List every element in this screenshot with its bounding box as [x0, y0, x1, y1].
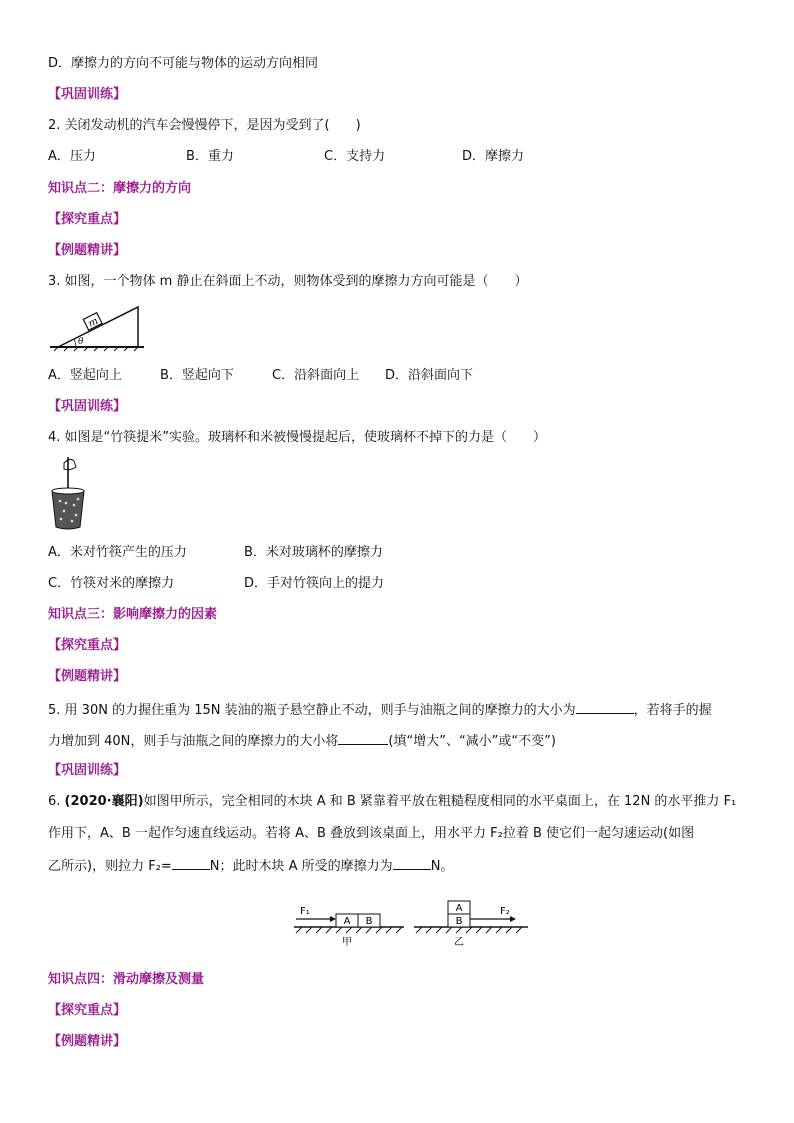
- block-b-jia-label: B: [365, 916, 373, 927]
- q2-stem: 2. 关闭发动机的汽车会慢慢停下，是因为受到了( ): [48, 118, 361, 133]
- q5-line-1-tail: ，若将手的握: [633, 703, 712, 718]
- q4-option-b: B．米对玻璃杯的摩擦力: [244, 545, 383, 560]
- q2-option-d: D．摩擦力: [462, 149, 525, 164]
- q6-answer-blank-2[interactable]: [393, 857, 431, 870]
- label-yi: 乙: [454, 937, 464, 948]
- label-f2: F₂: [500, 906, 510, 917]
- label-example-3: 【例题精讲】: [48, 1034, 127, 1049]
- q5-line-2-tail: (填“增大”、“减小”或“不变”): [388, 734, 556, 749]
- incline-block: [83, 313, 102, 331]
- q5-line-2: [48, 732, 556, 750]
- q6-line-3-mid: N；此时木块 A 所受的摩擦力为: [209, 859, 393, 874]
- incline-figure: [48, 303, 148, 353]
- q4-option-a: A．米对竹筷产生的压力: [48, 545, 187, 560]
- label-f1: F₁: [300, 906, 310, 917]
- q2-option-c: C．支持力: [324, 149, 386, 164]
- label-example-1: 【例题精讲】: [48, 243, 127, 258]
- q6-line-2: 作用下，A、B 一起作匀速直线运动。若将 A、B 叠放到该桌面上，用水平力 F₂拉着 B 使它们一起匀速运动(如图: [48, 826, 695, 841]
- q5-line-1: [48, 701, 712, 719]
- q6-line-3: [48, 857, 453, 875]
- ground-yi-hatch: [416, 927, 522, 933]
- label-consolidate-2: 【巩固训练】: [48, 399, 127, 414]
- q5-answer-blank-2[interactable]: [338, 732, 388, 745]
- q2-option-b: B．重力: [186, 149, 234, 164]
- incline-angle-arc: [74, 339, 76, 347]
- q6-answer-blank-1[interactable]: [172, 857, 210, 870]
- blocks-figure: [292, 893, 532, 949]
- label-explore-3: 【探究重点】: [48, 1003, 127, 1018]
- ground-jia-hatch: [296, 927, 402, 933]
- q3-option-a: A．竖起向上: [48, 368, 122, 383]
- q4-option-c: C．竹筷对米的摩擦力: [48, 576, 175, 591]
- q5-line-2-text: 力增加到 40N，则手与油瓶之间的摩擦力的大小将: [48, 734, 339, 749]
- q6-number: 6.: [48, 794, 61, 809]
- glass-cup: [52, 491, 84, 529]
- q3-option-c: C．沿斜面向上: [272, 368, 360, 383]
- block-b-yi-label: B: [455, 916, 463, 927]
- q5-line-1-text: 5. 用 30N 的力握住重为 15N 装油的瓶子悬空静止不动，则手与油瓶之间的摩擦力的大小为: [48, 703, 576, 718]
- chopstick-rice-figure: [48, 455, 88, 535]
- label-jia: 甲: [342, 937, 352, 948]
- q4-option-d: D．手对竹筷向上的提力: [244, 576, 385, 591]
- block-a-jia-label: A: [343, 916, 351, 927]
- q5-answer-blank-1[interactable]: [576, 701, 634, 714]
- incline-angle-label: θ: [78, 337, 84, 347]
- q6-line-1-text: 如图甲所示，完全相同的木块 A 和 B 紧靠着平放在粗糙程度相同的水平桌面上，在 12N 的水平推力 F₁: [143, 794, 737, 809]
- arrow-f2-head: [510, 916, 516, 922]
- label-consolidate-3: 【巩固训练】: [48, 763, 127, 778]
- q6-line-3-text: 乙所示)，则拉力 F₂=: [48, 859, 172, 874]
- q6-line-3-tail: N。: [430, 859, 454, 874]
- block-a-yi-label: A: [455, 903, 463, 914]
- label-explore-1: 【探究重点】: [48, 212, 127, 227]
- label-explore-2: 【探究重点】: [48, 638, 127, 653]
- knowledge-point-2-title: 知识点二：摩擦力的方向: [48, 181, 192, 196]
- q3-stem: 3. 如图，一个物体 m 静止在斜面上不动，则物体受到的摩擦力方向可能是（ ）: [48, 274, 528, 289]
- arrow-f1-head: [330, 916, 336, 922]
- q3-option-b: B．竖起向下: [160, 368, 234, 383]
- q3-option-d: D．沿斜面向下: [385, 368, 474, 383]
- glass-cup-rim: [52, 488, 84, 494]
- label-consolidate-1: 【巩固训练】: [48, 87, 127, 102]
- label-example-2: 【例题精讲】: [48, 669, 127, 684]
- q4-stem: 4. 如图是“竹筷提米”实验。玻璃杯和米被慢慢提起后，使玻璃杯不掉下的力是（ ）: [48, 430, 547, 445]
- q6-line-1: [48, 794, 736, 810]
- q1-option-d: D．摩擦力的方向不可能与物体的运动方向相同: [48, 56, 319, 71]
- knowledge-point-4-title: 知识点四：滑动摩擦及测量: [48, 972, 205, 987]
- knowledge-point-3-title: 知识点三：影响摩擦力的因素: [48, 607, 218, 622]
- hand-icon: [64, 459, 76, 469]
- incline-wedge: [58, 307, 138, 347]
- q2-option-a: A．压力: [48, 149, 96, 164]
- q6-source: (2020·襄阳): [64, 794, 144, 809]
- incline-block-label: m: [86, 315, 101, 330]
